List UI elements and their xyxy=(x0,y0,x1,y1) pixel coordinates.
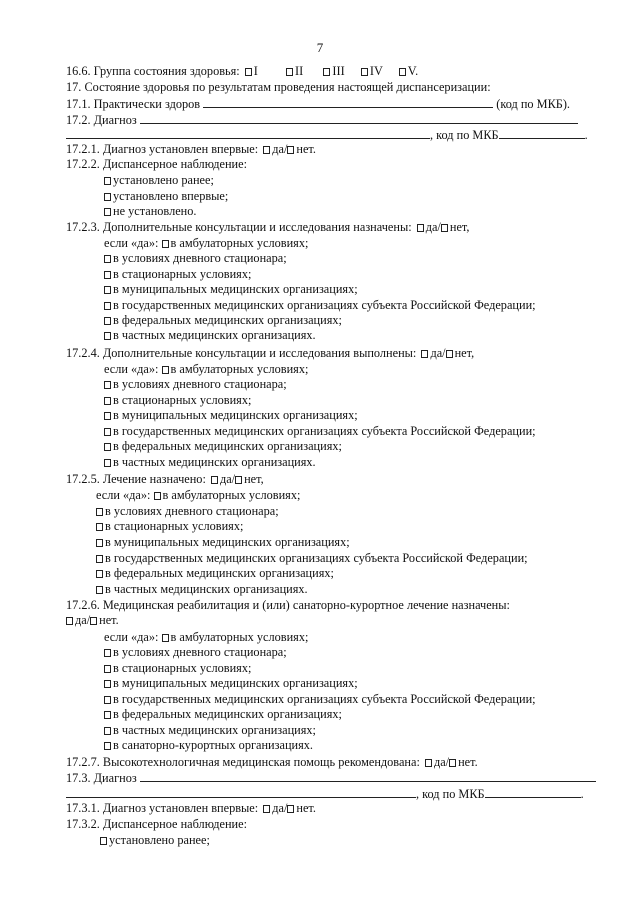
healthy-label: 17.1. Практически здоров xyxy=(66,97,201,111)
diagnosis-mkb-label: , код по МКБ xyxy=(430,128,499,142)
rehab-option xyxy=(104,692,536,707)
treatment-option xyxy=(96,488,300,503)
no-label: нет, xyxy=(454,346,475,360)
consult-assigned-option xyxy=(104,313,342,328)
yes-label: да/ xyxy=(272,142,288,156)
consult-assigned-option xyxy=(104,236,308,251)
rehab-yes-no-row xyxy=(66,613,119,628)
yes-label: да/ xyxy=(219,472,236,486)
option-checkbox[interactable] xyxy=(96,586,103,594)
diagnosis-2-label: 17.3. Диагноз xyxy=(66,771,137,785)
health-group-3-label: III xyxy=(332,64,345,78)
no-label: нет, xyxy=(449,220,470,234)
option-label: в федеральных медицинских организациях; xyxy=(113,707,342,721)
option-label: в амбулаторных условиях; xyxy=(162,488,301,502)
dispensary-option xyxy=(104,173,214,188)
option-label: в стационарных условиях; xyxy=(113,393,252,407)
health-group-1-label: I xyxy=(253,64,258,78)
dispensary-none-checkbox[interactable] xyxy=(104,208,111,216)
first-diagnosis-no-checkbox[interactable] xyxy=(287,146,294,154)
option-checkbox[interactable] xyxy=(104,302,111,310)
option-label: в государственных медицинских организациях субъекта Российской Федерации; xyxy=(113,298,536,312)
option-checkbox[interactable] xyxy=(104,332,111,340)
health-group-5-label: V. xyxy=(407,64,419,78)
diagnosis-label: 17.2. Диагноз xyxy=(66,113,137,127)
healthy-mkb-suffix: (код по МКБ). xyxy=(496,97,571,111)
health-group-row xyxy=(66,64,418,79)
if-yes-label: если «да»: xyxy=(104,236,159,250)
option-checkbox[interactable] xyxy=(104,680,111,688)
treatment-no-checkbox[interactable] xyxy=(235,476,242,484)
option-checkbox[interactable] xyxy=(154,492,161,500)
consult-done-option xyxy=(104,377,287,392)
dispensary-2-option xyxy=(100,833,210,848)
option-checkbox[interactable] xyxy=(96,508,103,516)
consult-done-label: 17.2.4. Дополнительные консультации и исследования выполнены: xyxy=(66,346,417,360)
consult-assigned-option xyxy=(104,267,251,282)
hitech-no-checkbox[interactable] xyxy=(449,759,456,767)
consult-assigned-yes-checkbox[interactable] xyxy=(417,224,424,232)
rehab-option xyxy=(104,630,308,645)
option-label: установлено ранее; xyxy=(109,833,210,847)
option-checkbox[interactable] xyxy=(104,665,111,673)
treatment-option xyxy=(96,519,243,534)
health-group-2-checkbox[interactable] xyxy=(286,68,293,76)
consult-assigned-option xyxy=(104,251,287,266)
diagnosis-2-field-line-2[interactable] xyxy=(66,786,416,798)
option-checkbox[interactable] xyxy=(104,727,111,735)
treatment-option xyxy=(96,582,308,597)
health-group-5-checkbox[interactable] xyxy=(399,68,406,76)
health-group-label: 16.6. Группа состояния здоровья: xyxy=(66,64,240,78)
diagnosis-field[interactable] xyxy=(140,112,578,124)
treatment-yes-checkbox[interactable] xyxy=(211,476,218,484)
option-label: в государственных медицинских организациях субъекта Российской Федерации; xyxy=(113,692,536,706)
hitech-yes-checkbox[interactable] xyxy=(425,759,432,767)
first-diagnosis-2-no-checkbox[interactable] xyxy=(287,805,294,813)
dispensary-option xyxy=(104,189,228,204)
diagnosis-row xyxy=(66,112,578,128)
dispensary-2-earlier-checkbox[interactable] xyxy=(100,837,107,845)
option-checkbox[interactable] xyxy=(104,412,111,420)
option-label: в государственных медицинских организациях субъекта Российской Федерации; xyxy=(105,551,528,565)
option-checkbox[interactable] xyxy=(104,317,111,325)
section-17-heading: 17. Состояние здоровья по результатам проведения настоящей диспансеризации: xyxy=(66,80,491,94)
consult-done-row xyxy=(66,346,474,361)
consult-done-option xyxy=(104,424,536,439)
option-label: в муниципальных медицинских организациях; xyxy=(113,282,358,296)
option-checkbox[interactable] xyxy=(162,634,169,642)
option-label: в условиях дневного стационара; xyxy=(113,645,287,659)
consult-done-option xyxy=(104,393,251,408)
health-group-4-checkbox[interactable] xyxy=(361,68,368,76)
diagnosis-field-line-2[interactable] xyxy=(66,127,430,139)
no-label: нет. xyxy=(99,613,119,627)
option-checkbox[interactable] xyxy=(104,696,111,704)
dispensary-label: 17.2.2. Диспансерное наблюдение: xyxy=(66,157,248,171)
if-yes-label: если «да»: xyxy=(104,362,159,376)
rehab-option xyxy=(104,723,316,738)
option-checkbox[interactable] xyxy=(104,649,111,657)
treatment-option xyxy=(96,551,528,566)
treatment-option xyxy=(96,504,279,519)
consult-assigned-no-checkbox[interactable] xyxy=(441,224,448,232)
hitech-label: 17.2.7. Высокотехнологичная медицинская помощь рекомендована: xyxy=(66,755,420,769)
diagnosis-2-mkb-label: , код по МКБ xyxy=(416,787,485,801)
option-label: в условиях дневного стационара; xyxy=(113,251,287,265)
yes-label: да/ xyxy=(425,220,441,234)
first-diagnosis-yes-checkbox[interactable] xyxy=(263,146,270,154)
option-label: в санаторно-курортных организациях. xyxy=(113,738,313,752)
option-label: в федеральных медицинских организациях; xyxy=(113,313,342,327)
yes-label: да/ xyxy=(272,801,288,815)
health-group-1-checkbox[interactable] xyxy=(245,68,252,76)
if-yes-label: если «да»: xyxy=(104,630,159,644)
option-label: в федеральных медицинских организациях; xyxy=(113,439,342,453)
option-checkbox[interactable] xyxy=(104,381,111,389)
no-label: нет. xyxy=(458,755,478,769)
consult-done-option xyxy=(104,455,316,470)
page-number: 7 xyxy=(316,40,324,55)
consult-done-option xyxy=(104,408,358,423)
dispensary-earlier-checkbox[interactable] xyxy=(104,177,111,185)
option-label: в частных медицинских организациях. xyxy=(113,455,316,469)
option-checkbox[interactable] xyxy=(96,539,103,547)
option-label: установлено впервые; xyxy=(113,189,229,203)
treatment-row xyxy=(66,472,264,487)
diagnosis-mkb-field[interactable] xyxy=(499,127,585,139)
option-label: в стационарных условиях; xyxy=(113,267,252,281)
rehab-label: 17.2.6. Медицинская реабилитация и (или) санаторно-курортное лечение назначены: xyxy=(66,598,510,612)
health-group-4-label: IV xyxy=(369,64,383,78)
option-label: в частных медицинских организациях. xyxy=(113,328,316,342)
option-label: в условиях дневного стационара; xyxy=(113,377,287,391)
first-diagnosis-row xyxy=(66,142,316,157)
option-checkbox[interactable] xyxy=(104,271,111,279)
diagnosis-2-field[interactable] xyxy=(140,770,596,782)
no-label: нет. xyxy=(296,801,316,815)
option-label: в муниципальных медицинских организациях; xyxy=(113,676,358,690)
option-label: в частных медицинских организациях. xyxy=(105,582,308,596)
option-checkbox[interactable] xyxy=(96,523,103,531)
rehab-option xyxy=(104,707,342,722)
if-yes-label: если «да»: xyxy=(96,488,151,502)
first-diagnosis-2-yes-checkbox[interactable] xyxy=(263,805,270,813)
option-label: в амбулаторных условиях; xyxy=(170,236,309,250)
rehab-no-checkbox[interactable] xyxy=(90,617,97,625)
option-checkbox[interactable] xyxy=(104,711,111,719)
option-label: в муниципальных медицинских организациях; xyxy=(113,408,358,422)
healthy-mkb-field[interactable] xyxy=(203,96,493,108)
dispensary-2-label: 17.3.2. Диспансерное наблюдение: xyxy=(66,817,248,831)
option-label: установлено ранее; xyxy=(113,173,214,187)
diagnosis-2-mkb-row: , код по МКБ . xyxy=(66,786,584,802)
rehab-option xyxy=(104,738,313,753)
consult-assigned-option xyxy=(104,282,358,297)
option-checkbox[interactable] xyxy=(96,570,103,578)
option-checkbox[interactable] xyxy=(162,366,169,374)
first-diagnosis-2-row xyxy=(66,801,316,816)
option-checkbox[interactable] xyxy=(104,397,111,405)
consult-assigned-option xyxy=(104,298,536,313)
no-label: нет. xyxy=(296,142,316,156)
consult-assigned-row xyxy=(66,220,469,235)
first-diagnosis-2-label: 17.3.1. Диагноз установлен впервые: xyxy=(66,801,259,815)
option-label: в частных медицинских организациях; xyxy=(113,723,316,737)
option-checkbox[interactable] xyxy=(104,443,111,451)
option-checkbox[interactable] xyxy=(104,459,111,467)
diagnosis-2-row xyxy=(66,770,596,786)
yes-label: да/ xyxy=(75,613,91,627)
consult-assigned-option xyxy=(104,328,316,343)
option-label: в амбулаторных условиях; xyxy=(170,630,309,644)
option-label: в муниципальных медицинских организациях; xyxy=(105,535,350,549)
option-label: не установлено. xyxy=(113,204,197,218)
rehab-yes-checkbox[interactable] xyxy=(66,617,73,625)
rehab-option xyxy=(104,661,251,676)
consult-done-yes-checkbox[interactable] xyxy=(421,350,428,358)
rehab-option xyxy=(104,676,358,691)
option-checkbox[interactable] xyxy=(162,240,169,248)
option-checkbox[interactable] xyxy=(104,286,111,294)
first-diagnosis-label: 17.2.1. Диагноз установлен впервые: xyxy=(66,142,259,156)
option-label: в стационарных условиях; xyxy=(113,661,252,675)
hitech-row xyxy=(66,755,478,770)
healthy-row xyxy=(66,96,570,112)
treatment-option xyxy=(96,535,350,550)
yes-label: да/ xyxy=(433,755,450,769)
option-checkbox[interactable] xyxy=(104,742,111,750)
option-checkbox[interactable] xyxy=(96,555,103,563)
option-label: в условиях дневного стационара; xyxy=(105,504,279,518)
health-group-2-label: II xyxy=(295,64,304,78)
diagnosis-2-mkb-field[interactable] xyxy=(485,786,581,798)
treatment-label: 17.2.5. Лечение назначено: xyxy=(66,472,206,486)
dispensary-first-checkbox[interactable] xyxy=(104,193,111,201)
dispensary-option xyxy=(104,204,196,219)
treatment-option xyxy=(96,566,334,581)
option-checkbox[interactable] xyxy=(104,428,111,436)
rehab-option xyxy=(104,645,287,660)
yes-label: да/ xyxy=(430,346,446,360)
no-label: нет, xyxy=(244,472,264,486)
option-checkbox[interactable] xyxy=(104,255,111,263)
option-label: в амбулаторных условиях; xyxy=(170,362,309,376)
consult-assigned-label: 17.2.3. Дополнительные консультации и исследования назначены: xyxy=(66,220,412,234)
consult-done-option xyxy=(104,439,342,454)
option-label: в федеральных медицинских организациях; xyxy=(105,566,334,580)
option-label: в стационарных условиях; xyxy=(105,519,244,533)
health-group-3-checkbox[interactable] xyxy=(323,68,330,76)
consult-done-no-checkbox[interactable] xyxy=(446,350,453,358)
option-label: в государственных медицинских организациях субъекта Российской Федерации; xyxy=(113,424,536,438)
consult-done-option xyxy=(104,362,308,377)
diagnosis-mkb-row: , код по МКБ . xyxy=(66,127,588,143)
